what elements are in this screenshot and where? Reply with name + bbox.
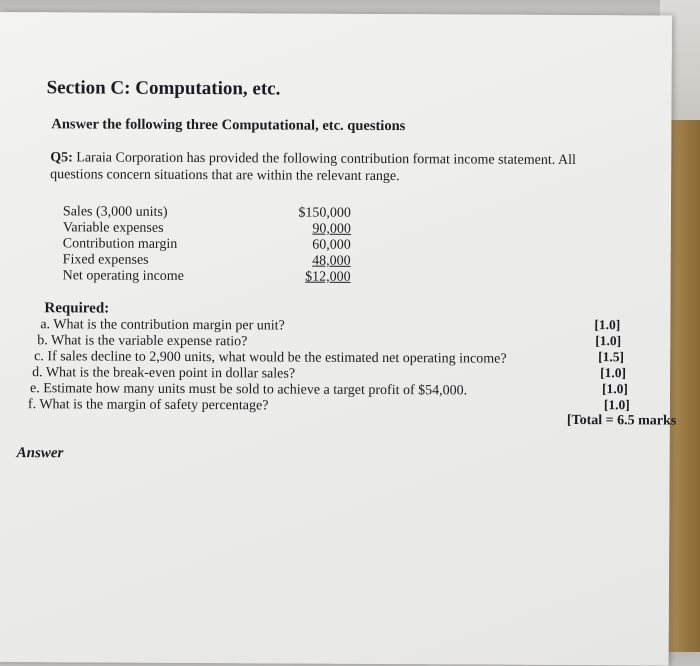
- exam-paper: [0, 12, 677, 666]
- statement-label-fixed-expenses: Fixed expenses: [62, 252, 149, 268]
- statement-label-variable-expenses: Variable expenses: [62, 220, 164, 236]
- statement-value-sales: $150,000: [298, 205, 351, 221]
- variable-expenses-amount: 90,000: [312, 221, 351, 237]
- marks-c: [1.5]: [598, 349, 625, 365]
- statement-value-contribution-margin: 60,000: [312, 237, 351, 253]
- statement-label-net-operating-income: Net operating income: [62, 268, 184, 284]
- section-title: Section C: Computation, etc.: [46, 77, 281, 100]
- statement-label-contribution-margin: Contribution margin: [62, 236, 178, 252]
- statement-value-variable-expenses: [251, 221, 351, 238]
- answer-label: Answer: [16, 445, 64, 462]
- question-text-1: Laraia Corporation has provided the following contribution format income statement. All: [76, 150, 576, 169]
- instruction-text: Answer the following three Computational, etc. questions: [51, 116, 406, 135]
- required-heading: Required:: [44, 300, 110, 317]
- marks-f: [1.0]: [603, 397, 630, 413]
- question-line-2: questions concern situations that are within the relevant range.: [50, 167, 400, 185]
- requirement-f: f. What is the margin of safety percentage?: [27, 397, 269, 414]
- requirement-e: e. Estimate how many units must be sold to achieve a target profit of $54,000.: [29, 381, 468, 399]
- requirement-b: b. What is the variable expense ratio?: [37, 333, 248, 350]
- statement-value-net-operating-income: [251, 269, 351, 286]
- marks-b: [1.0]: [595, 333, 622, 349]
- marks-d: [1.0]: [600, 365, 627, 381]
- fixed-expenses-amount: 48,000: [312, 253, 351, 269]
- requirement-d: d. What is the break-even point in dollar sales?: [32, 365, 296, 382]
- statement-value-fixed-expenses: [251, 253, 351, 270]
- question-number: Q5:: [50, 150, 73, 166]
- question-line-1: [50, 150, 576, 169]
- requirement-a: a. What is the contribution margin per unit?: [40, 317, 285, 334]
- statement-label-sales: Sales (3,000 units): [62, 204, 168, 220]
- total-marks: [Total = 6.5 marks: [566, 412, 677, 429]
- marks-e: [1.0]: [601, 381, 628, 397]
- net-operating-income-amount: $12,000: [305, 269, 351, 285]
- requirement-c: c. If sales decline to 2,900 units, what would be the estimated net operating income?: [34, 349, 507, 367]
- marks-a: [1.0]: [594, 317, 621, 333]
